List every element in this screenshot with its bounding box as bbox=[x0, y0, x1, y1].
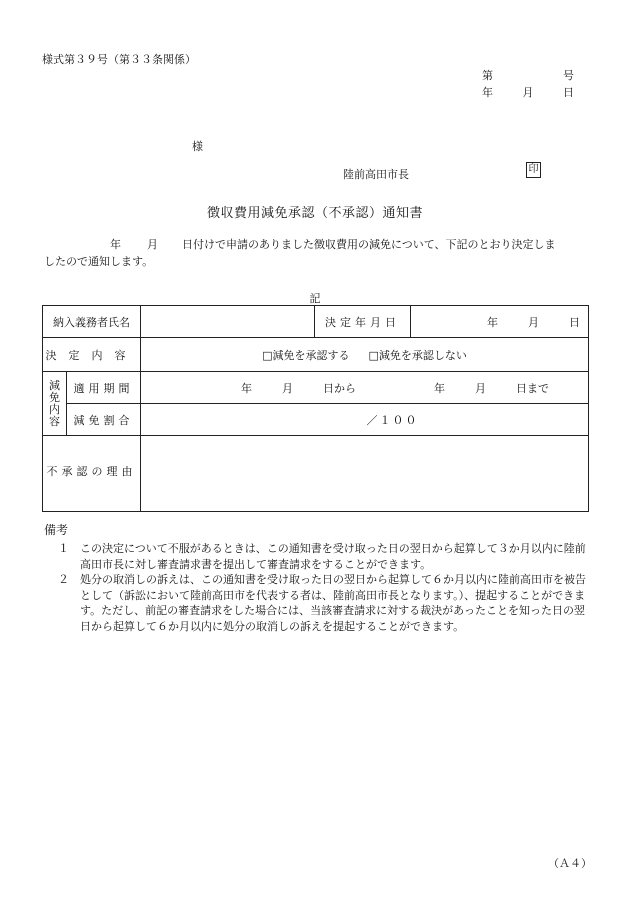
info-table bbox=[42, 305, 589, 512]
to-year: 年 bbox=[434, 381, 445, 395]
body-month: 月 bbox=[147, 238, 158, 251]
body-year: 年 bbox=[110, 238, 121, 251]
body-text bbox=[44, 236, 592, 270]
doc-date-day: 日 bbox=[563, 86, 574, 99]
payer-row bbox=[43, 306, 589, 338]
doc-date-month: 月 bbox=[522, 86, 534, 99]
doc-no-prefix: 第 bbox=[482, 69, 493, 82]
rate-label: 減免割合 bbox=[67, 404, 141, 436]
doc-date-year: 年 bbox=[482, 86, 493, 99]
exemption-label bbox=[43, 372, 67, 436]
rate-value-text: ／１００ bbox=[366, 413, 419, 427]
from-year: 年 bbox=[241, 381, 252, 395]
document-date bbox=[482, 84, 574, 100]
rate-row bbox=[43, 404, 589, 436]
to-suffix: 日まで bbox=[516, 381, 549, 395]
period-value bbox=[141, 372, 589, 404]
remark-number: １ bbox=[58, 542, 69, 555]
decision-date-label: 決定年月日 bbox=[315, 306, 411, 338]
note-heading: 記 bbox=[309, 292, 321, 305]
reason-value bbox=[141, 436, 589, 512]
decision-row bbox=[43, 338, 589, 372]
decision-date-value bbox=[411, 306, 589, 338]
dd-month: 月 bbox=[528, 315, 539, 329]
remark-number: ２ bbox=[58, 573, 69, 586]
issuer-name: 陸前高田市長 bbox=[343, 168, 409, 181]
reason-row bbox=[43, 436, 589, 512]
payer-label: 納入義務者氏名 bbox=[43, 306, 141, 338]
document-title: 徴収費用減免承認（不承認）通知書 bbox=[206, 206, 423, 221]
decision-label: 決定内容 bbox=[43, 338, 141, 372]
approve-option[interactable]: □減免を承認する bbox=[262, 348, 350, 362]
doc-no-suffix: 号 bbox=[563, 69, 574, 82]
payer-value bbox=[141, 306, 315, 338]
rate-value bbox=[141, 404, 589, 436]
to-month: 月 bbox=[475, 381, 486, 395]
remark-text: 処分の取消しの訴えは、この通知書を受け取った日の翌日から起算して６か月以内に陸前高田市を被告として（訴訟において陸前高田市を代表する者は、陸前高田市長となります。）、提起することができます。ただし、前記の審査請求をした場合には、当該審査請求に対する裁決があったことを知った日の翌日から起算して６か月以内に処分の取消しの訴えを提起することができます。 bbox=[80, 573, 586, 633]
remark-item bbox=[58, 572, 588, 634]
remark-item bbox=[58, 541, 588, 572]
dd-year: 年 bbox=[487, 315, 498, 329]
decision-value bbox=[141, 338, 589, 372]
remarks-heading: 備考 bbox=[44, 523, 69, 537]
seal-mark: 印 bbox=[526, 162, 541, 178]
from-suffix: 日から bbox=[323, 381, 356, 395]
reason-label: 不承認の理由 bbox=[43, 436, 141, 512]
body-line2: したので通知します。 bbox=[44, 255, 154, 268]
dd-day: 日 bbox=[569, 315, 580, 329]
paper-size: （Ａ４） bbox=[548, 857, 592, 870]
period-row bbox=[43, 372, 589, 404]
from-month: 月 bbox=[282, 381, 293, 395]
body-line1: 日付けで申請のありました徴収費用の減免について、下記のとおり決定しま bbox=[182, 238, 556, 251]
period-label: 適用期間 bbox=[67, 372, 141, 404]
exemption-label-text: 減免内容 bbox=[49, 378, 60, 428]
form-id: 様式第３９号（第３３条関係） bbox=[42, 53, 196, 66]
remark-text: この決定について不服があるときは、この通知書を受け取った日の翌日から起算して３か月以内に陸前高田市長に対し審査請求書を提出して審査請求をすることができます。 bbox=[80, 542, 586, 571]
addressee-suffix: 様 bbox=[192, 140, 203, 153]
reject-option[interactable]: □減免を承認しない bbox=[368, 348, 467, 362]
document-number bbox=[482, 67, 574, 83]
